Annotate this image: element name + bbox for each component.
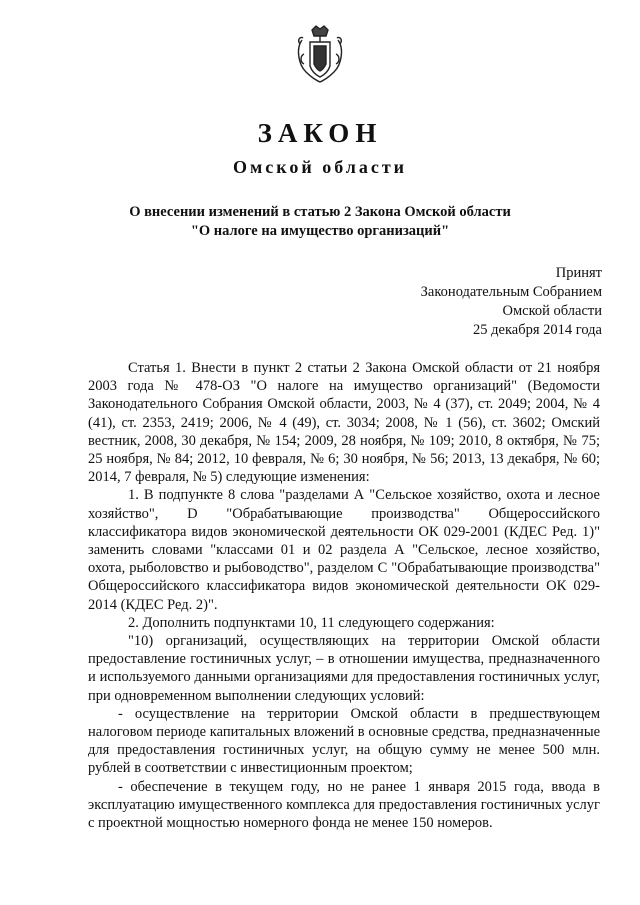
article-1-paragraph: Статья 1. Внести в пункт 2 статьи 2 Закона Омской области от 21 ноября 2003 года № 478-ОЗ "О налоге на имущество организаций" (Ведомости Законодательного Собрания Омской области, 2003, № 4 (37), ст. 2049; 2004, № 4 (41), ст. 2353, 2419; 2006, № 4 (49), ст. 3034; 2008, № 1 (56), ст. 3602; Омский вестник, 2008, 30 декабря, № 154; 2009, 28 ноября, № 109; 2010, 8 октября, № 75; 25 ноября, № 84; 2012, 10 февраля, № 6; 30 ноября, № 56; 2013, 13 декабря, № 60; 2014, 7 февраля, № 5) следующие изменения: bbox=[88, 360, 600, 486]
document-title: ЗАКОН bbox=[257, 118, 383, 148]
subparagraph-10: "10) организаций, осуществляющих на территории Омской области предоставление гостиничных услуг, – в отношении имущества, предназначенного и используемого данными организациями для предоставления гостиничных услуг, при одновременном выполнении следующих условий: bbox=[88, 633, 600, 704]
adoption-line: Законодательным Собранием bbox=[420, 284, 602, 300]
coat-of-arms-emblem bbox=[294, 20, 346, 84]
amendment-item-1: 1. В подпункте 8 слова "разделами А "Сельское хозяйство, охота и лесное хозяйство", D "Обрабатывающие производства" Общероссийского классификатора видов экономической деятельности ОК 029-2001 (КДЕС Ред. 1)" заменить словами "классами 01 и 02 раздела А "Сельское, лесное хозяйство, охота, рыболовство и рыбоводство", разделом С "Обрабатывающие производства" Общероссийского классификатора видов экономической деятельности ОК 029-2014 (КДЕС Ред. 2)". bbox=[88, 487, 600, 613]
adoption-line: Омской области bbox=[502, 303, 602, 319]
condition-paragraph: - обеспечение в текущем году, но не ранее 1 января 2015 года, ввода в эксплуатацию имущественного комплекса для предоставления гостиничных услуг с проектной мощностью номерного фонда не менее 150 номеров. bbox=[88, 778, 600, 832]
adoption-date: 25 декабря 2014 года bbox=[473, 322, 602, 338]
law-heading-line: "О налоге на имущество организаций" bbox=[190, 223, 450, 239]
law-heading-line: О внесении изменений в статью 2 Закона Омской области bbox=[129, 204, 511, 220]
adoption-line: Принят bbox=[555, 265, 602, 281]
adoption-block bbox=[421, 264, 602, 340]
law-heading bbox=[0, 203, 640, 241]
document-subtitle: Омской области bbox=[232, 157, 408, 177]
condition-paragraph: - осуществление на территории Омской области в предшествующем налоговом периоде капитальных вложений в основные средства, предназначенные для предоставления гостиничных услуг, на общую сумму не менее 500 млн. рублей в соответствии с инвестиционным проектом; bbox=[88, 705, 600, 777]
law-body bbox=[88, 359, 600, 832]
amendment-item-2: 2. Дополнить подпунктами 10, 11 следующего содержания: bbox=[128, 614, 495, 631]
